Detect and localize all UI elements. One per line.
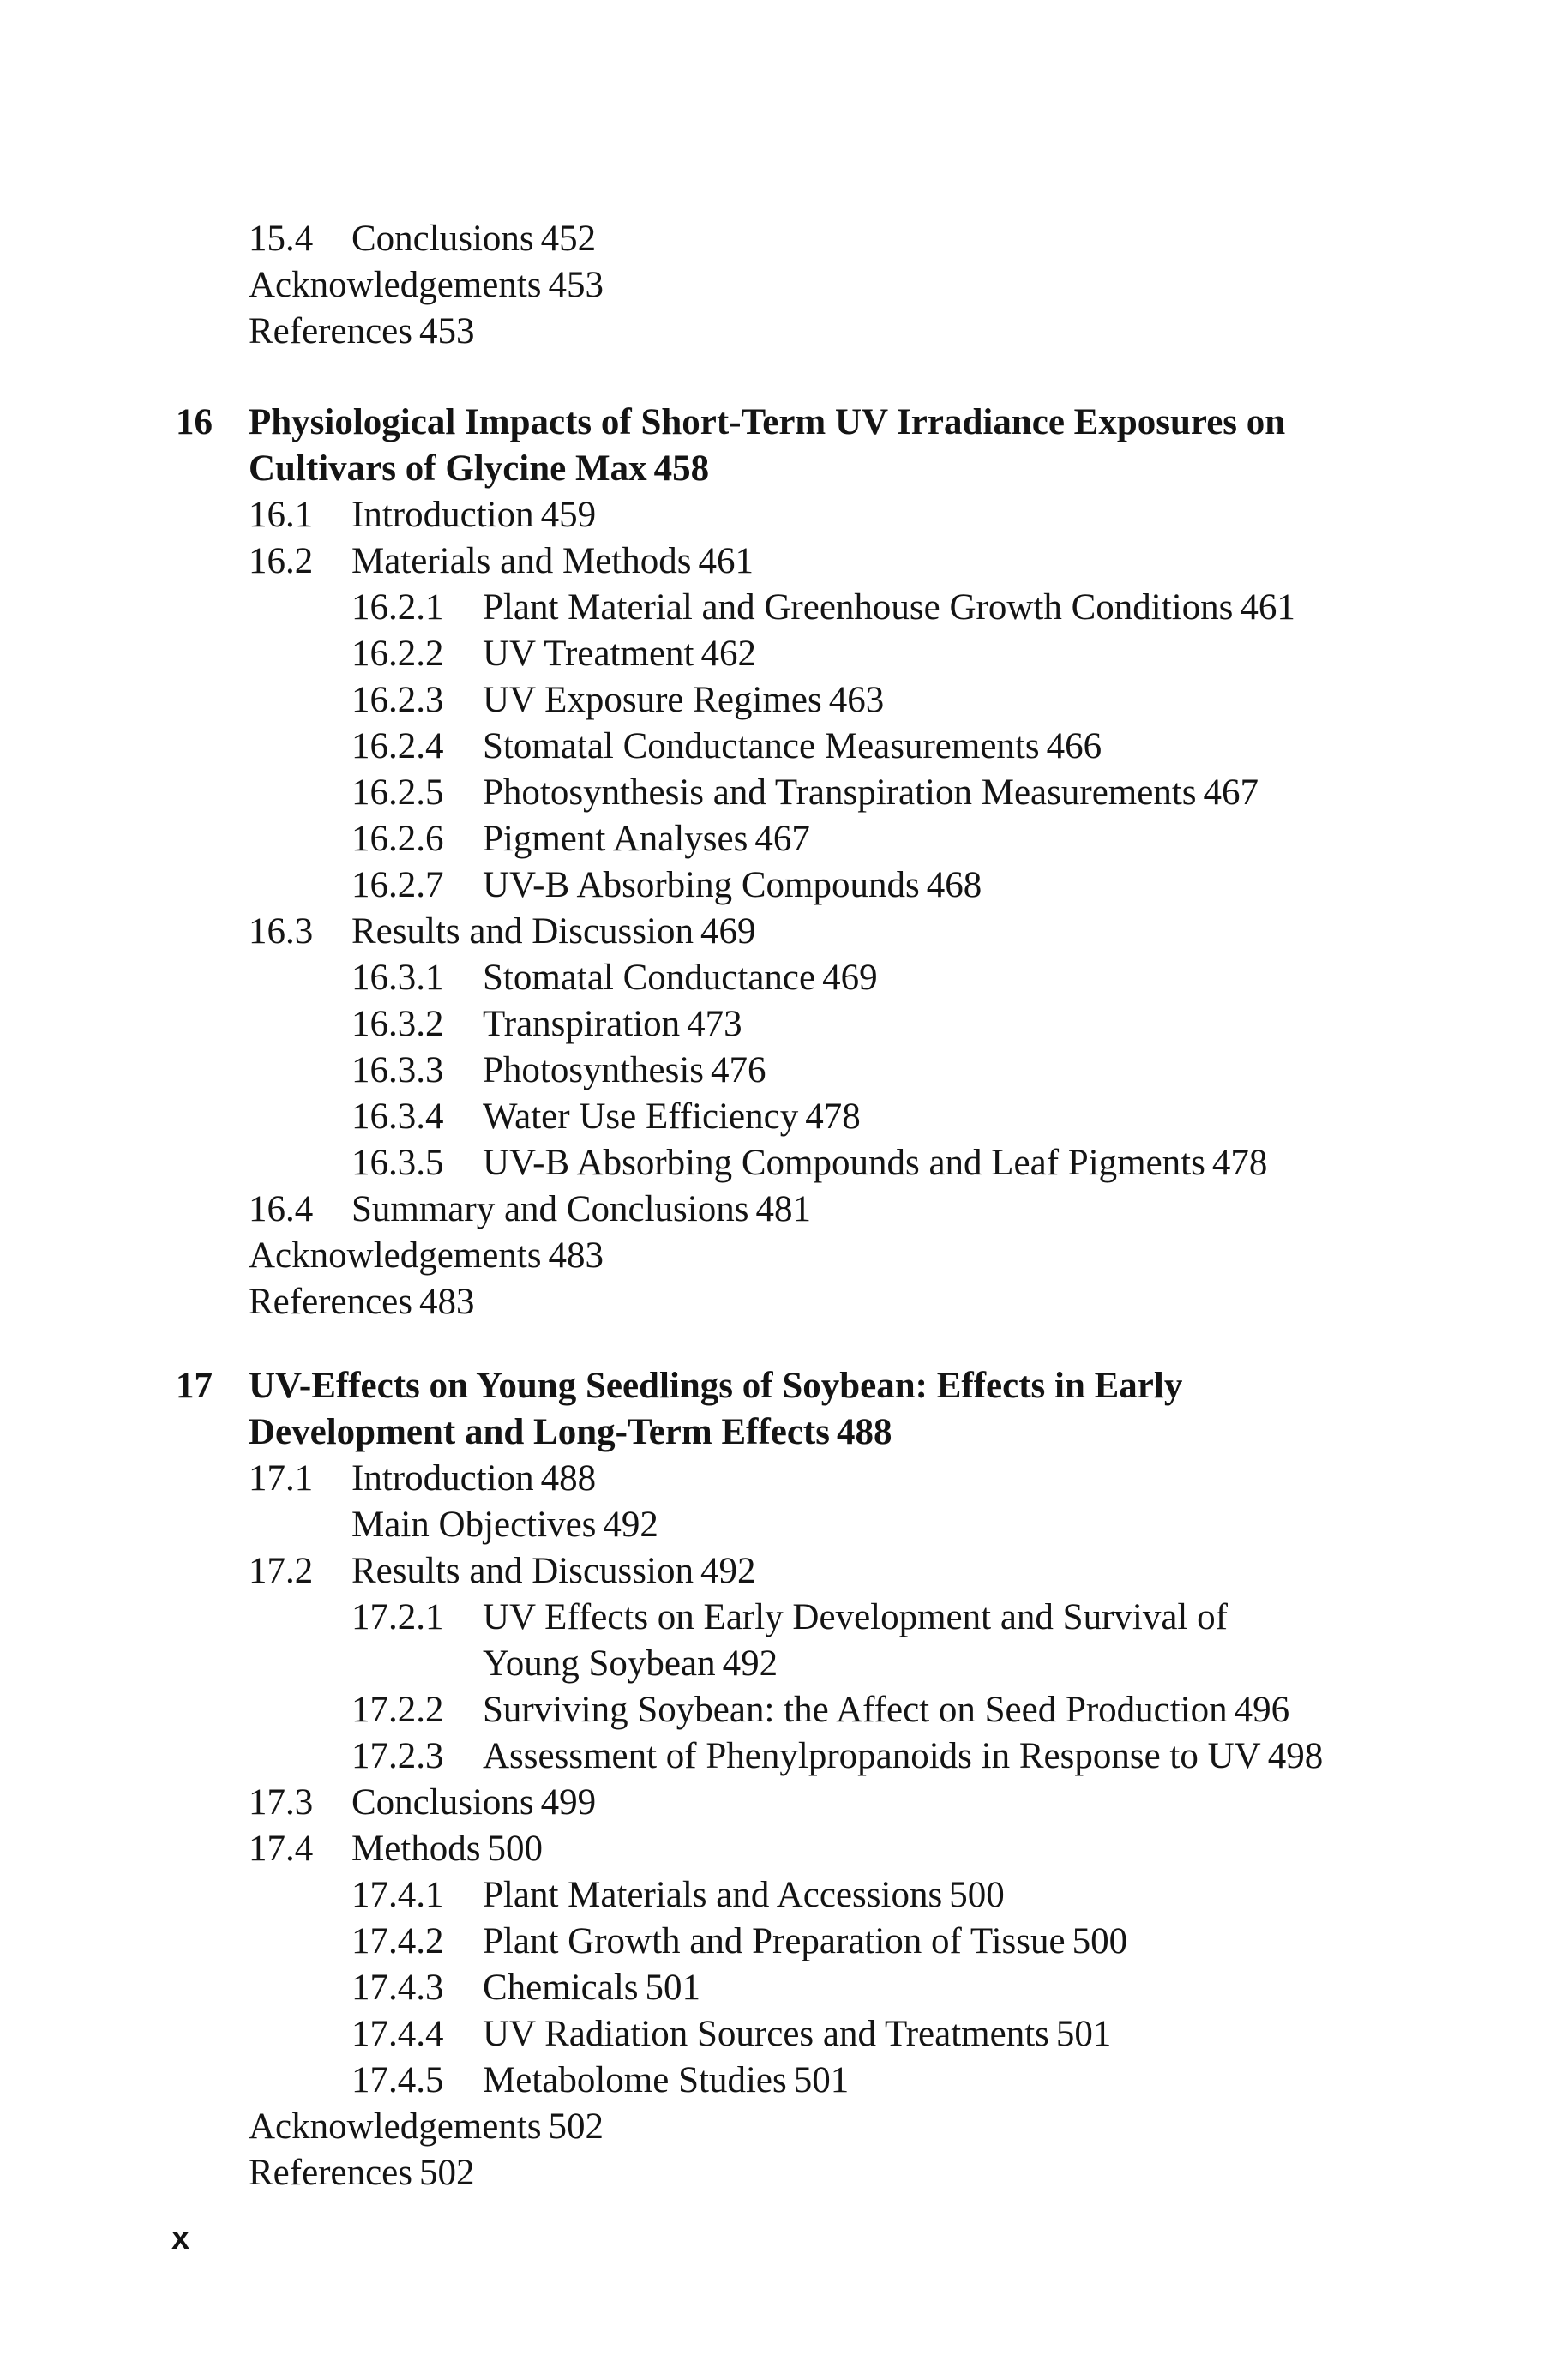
page-number: 462 [700,634,756,674]
section-title: Pigment Analyses [483,819,748,859]
section-number: 17.4.2 [351,1921,444,1961]
section-number: 16.1 [249,495,314,535]
page-number: 481 [755,1189,811,1229]
page-number: 469 [822,958,878,998]
section-title: References [249,311,412,351]
section-title: Photosynthesis [483,1050,705,1090]
section-title: Introduction [351,495,534,535]
section-number: 16.3.2 [351,1004,444,1044]
page-number: 500 [1072,1921,1128,1961]
section-number: 17.4 [249,1829,314,1869]
page-number: 478 [805,1096,861,1137]
page-number: 498 [1267,1736,1324,1776]
page-number: 501 [1055,2014,1112,2054]
section-number: 17.3 [249,1782,314,1823]
section-title: Chemicals [483,1967,639,2008]
section-number: 16.2.5 [351,772,444,813]
section-title: Assessment of Phenylpropanoids in Response to UV [483,1736,1261,1776]
section-title: Transpiration [483,1004,681,1044]
page-number: 468 [926,865,982,905]
section-title: Main Objectives [351,1505,597,1545]
section-number: 16.2.3 [351,680,444,720]
section-number: 16.3.1 [351,958,444,998]
page-number: 501 [645,1967,701,2008]
section-title: Water Use Efficiency [483,1096,799,1137]
chapter-title-line1: UV-Effects on Young Seedlings of Soybean: Effects in Early [249,1366,1183,1406]
page-number: 463 [828,680,885,720]
section-number: 17.2.2 [351,1690,444,1730]
section-number: 16.4 [249,1189,314,1229]
page-number: 501 [793,2060,850,2100]
page-number: 500 [949,1875,1005,1915]
page-number: 483 [548,1235,604,1276]
page-number: 466 [1046,726,1102,766]
page-number: 452 [540,219,597,259]
page-number: 476 [711,1050,766,1090]
section-title: Photosynthesis and Transpiration Measurements [483,772,1197,813]
section-number: 16.2.2 [351,634,444,674]
section-title: Conclusions [351,219,534,259]
section-title: Acknowledgements [249,265,542,305]
section-title: UV-B Absorbing Compounds [483,865,920,905]
section-number: 17.2 [249,1551,314,1591]
page-number: 469 [700,911,756,952]
page-number: 467 [754,819,810,859]
section-title-line1: UV Effects on Early Development and Survival of [483,1597,1228,1637]
section-number: 16.2.6 [351,819,444,859]
section-title: Plant Material and Greenhouse Growth Conditions [483,587,1234,628]
section-title: Acknowledgements [249,1235,542,1276]
section-number: 16.3.5 [351,1143,444,1183]
page-number: 461 [698,541,754,581]
section-number: 16.3 [249,911,314,952]
page-number: 500 [487,1829,543,1869]
chapter-number: 17 [176,1366,213,1406]
page-number: 459 [540,495,597,535]
section-title: Plant Materials and Accessions [483,1875,943,1915]
section-number: 16.3.3 [351,1050,444,1090]
section-number: 16.2.4 [351,726,444,766]
page-number: 458 [653,448,710,489]
section-number: 17.1 [249,1458,314,1499]
section-number: 16.2 [249,541,314,581]
section-title: UV Radiation Sources and Treatments [483,2014,1049,2054]
section-title: Summary and Conclusions [351,1189,749,1229]
page-number: 453 [418,311,475,351]
page-number: 478 [1211,1143,1268,1183]
section-title: Stomatal Conductance Measurements [483,726,1040,766]
section-title: Acknowledgements [249,2106,542,2147]
page-number: 488 [837,1412,892,1452]
section-title: Stomatal Conductance [483,958,816,998]
page-number: 492 [700,1551,756,1591]
section-number: 16.2.7 [351,865,444,905]
section-title: Results and Discussion [351,911,694,952]
section-title: Plant Growth and Preparation of Tissue [483,1921,1066,1961]
section-number: 17.4.1 [351,1875,444,1915]
page-number: 502 [418,2153,475,2193]
page-number: 483 [418,1282,475,1322]
section-title: Results and Discussion [351,1551,694,1591]
section-title: References [249,1282,412,1322]
section-number: 17.2.3 [351,1736,444,1776]
section-title: Metabolome Studies [483,2060,787,2100]
chapter-title-line2: Cultivars of Glycine Max [249,448,647,489]
section-title: Introduction [351,1458,534,1499]
section-number: 15.4 [249,219,314,259]
section-title: Surviving Soybean: the Affect on Seed Production [483,1690,1228,1730]
section-title: UV Treatment [483,634,694,674]
chapter-number: 16 [176,402,213,442]
page-number: 499 [540,1782,597,1823]
section-title: UV-B Absorbing Compounds and Leaf Pigments [483,1143,1205,1183]
section-title: Methods [351,1829,481,1869]
section-number: 16.3.4 [351,1096,444,1137]
page-folio: x [171,2220,190,2256]
section-title: UV Exposure Regimes [483,680,822,720]
section-title: Materials and Methods [351,541,692,581]
section-number: 16.2.1 [351,587,444,628]
section-number: 17.4.4 [351,2014,444,2054]
page-number: 473 [687,1004,742,1044]
page-number: 453 [548,265,604,305]
page-number: 492 [603,1505,658,1545]
section-title: References [249,2153,412,2193]
section-title: Young Soybean [483,1643,716,1684]
section-number: 17.4.3 [351,1967,444,2008]
section-number: 17.4.5 [351,2060,444,2100]
chapter-title-line2: Development and Long-Term Effects [249,1412,830,1452]
page-number: 496 [1234,1690,1290,1730]
page-number: 502 [548,2106,604,2147]
section-number: 17.2.1 [351,1597,444,1637]
page-number: 492 [722,1643,778,1684]
page-number: 461 [1240,587,1295,628]
page-number: 488 [540,1458,597,1499]
section-title: Conclusions [351,1782,534,1823]
chapter-title-line1: Physiological Impacts of Short-Term UV Irradiance Exposures on [249,402,1286,442]
page-number: 467 [1203,772,1259,813]
